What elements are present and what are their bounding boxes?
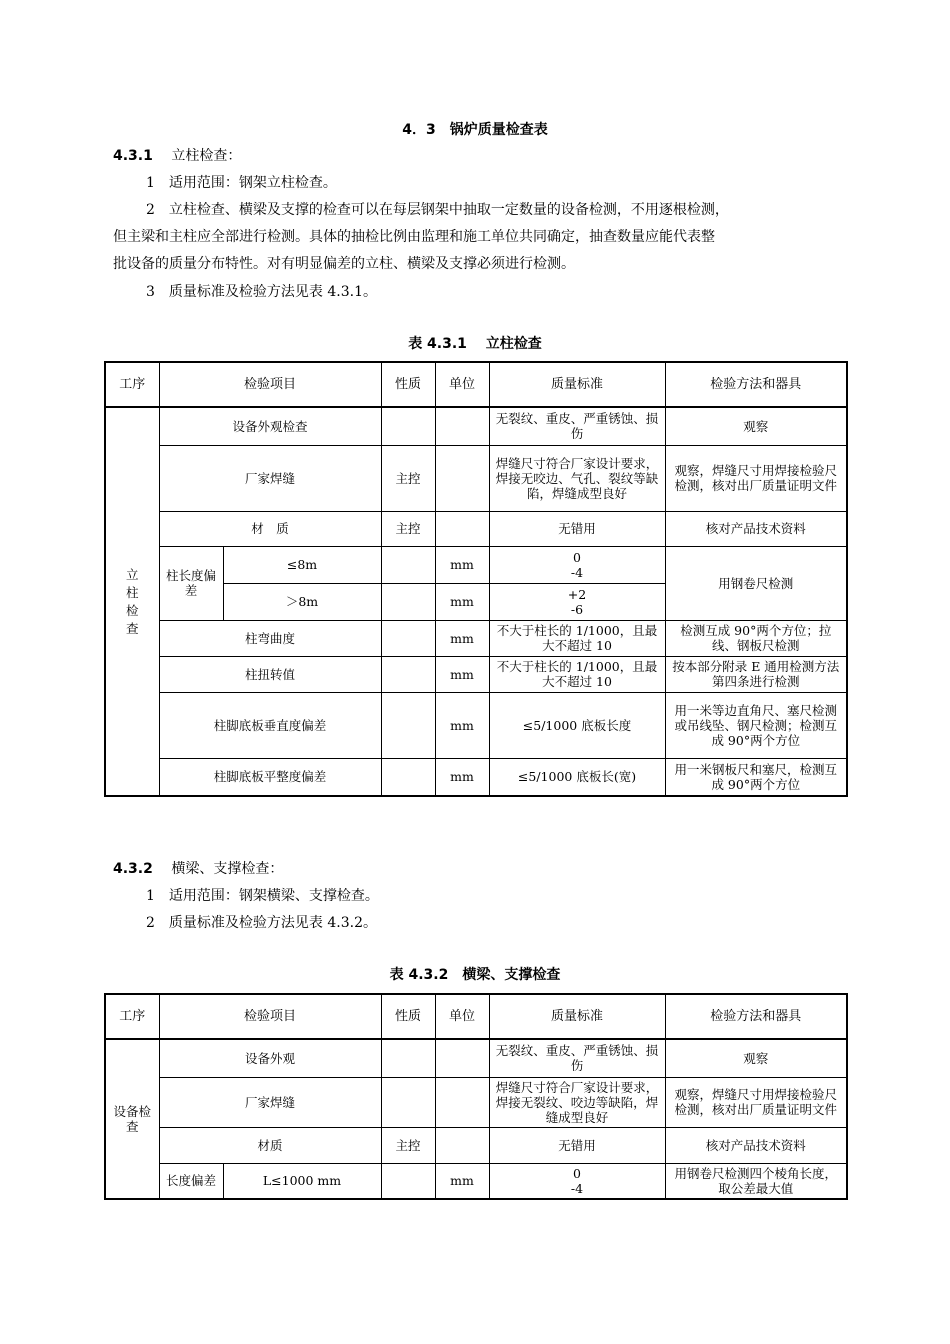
header-cell: 质量标准: [489, 994, 665, 1039]
unit-cell: [435, 407, 489, 445]
unit-cell: mm: [435, 546, 489, 583]
method-cell: 按本部分附录 E 通用检测方法第四条进行检测: [665, 656, 847, 692]
unit-cell: mm: [435, 620, 489, 656]
standard-cell: 无错用: [489, 511, 665, 546]
item-cell: 厂家焊缝: [159, 445, 381, 511]
unit-cell: [435, 511, 489, 546]
nature-cell: [381, 692, 435, 758]
table-row: [105, 511, 847, 546]
method-cell: 观察，焊缝尺寸用焊接检验尺检测，核对出厂质量证明文件: [665, 445, 847, 511]
nature-cell: [381, 758, 435, 796]
unit-cell: [435, 1127, 489, 1163]
item-cell: 设备外观: [159, 1039, 381, 1077]
standard-cell: ≤5/1000 底板长度: [489, 692, 665, 758]
nature-cell: [381, 407, 435, 445]
nature-cell: [381, 583, 435, 620]
clause-431-item3: 3 质量标准及检验方法见表 4.3.1。: [146, 284, 377, 300]
method-cell: 用一米钢板尺和塞尺，检测互成 90°两个方位: [665, 758, 847, 796]
standard-cell: 0 -4: [489, 1163, 665, 1199]
nature-cell: [381, 620, 435, 656]
header-cell: 性质: [381, 994, 435, 1039]
item-cell: 设备外观检查: [159, 407, 381, 445]
standard-cell: 无错用: [489, 1127, 665, 1163]
unit-cell: mm: [435, 758, 489, 796]
clause-432-item2: 2 质量标准及检验方法见表 4.3.2。: [146, 915, 377, 931]
section-title: 4．3 锅炉质量检查表: [402, 122, 548, 138]
item-cell: L≤1000 mm: [223, 1163, 381, 1199]
nature-cell: [381, 1163, 435, 1199]
nature-cell: 主控: [381, 511, 435, 546]
table-row: [105, 656, 847, 692]
nature-cell: [381, 1077, 435, 1127]
table-header-row: [105, 994, 847, 1039]
method-cell: 检测互成 90°两个方位；拉线、钢板尺检测: [665, 620, 847, 656]
table-column-inspection: [104, 361, 848, 797]
nature-cell: [381, 1039, 435, 1077]
item-cell: 材质: [159, 1127, 381, 1163]
item-cell: ≤8m: [223, 546, 381, 583]
standard-cell: 0 -4: [489, 546, 665, 583]
item-cell: 厂家焊缝: [159, 1077, 381, 1127]
nature-cell: [381, 656, 435, 692]
table-row: [105, 692, 847, 758]
standard-cell: 不大于柱长的 1/1000，且最大不超过 10: [489, 656, 665, 692]
length-group-cell: 柱长度偏差: [159, 546, 223, 620]
table-row: [105, 546, 847, 583]
clause-432-heading: [113, 859, 283, 879]
header-cell: 工序: [105, 362, 159, 407]
table-row: [105, 445, 847, 511]
item-cell: 柱扭转值: [159, 656, 381, 692]
item-cell: ＞8m: [223, 583, 381, 620]
length-group-cell: 长度偏差: [159, 1163, 223, 1199]
table-row: [105, 620, 847, 656]
nature-cell: [381, 546, 435, 583]
header-cell: 单位: [435, 362, 489, 407]
clause-number: 4.3.1: [113, 148, 153, 164]
standard-cell: 焊缝尺寸符合厂家设计要求，焊接无裂纹、咬边等缺陷，焊缝成型良好: [489, 1077, 665, 1127]
clause-431-item1: 1 适用范围：钢架立柱检查。: [146, 175, 337, 191]
item-cell: 柱脚底板垂直度偏差: [159, 692, 381, 758]
nature-cell: 主控: [381, 445, 435, 511]
method-cell: 用钢卷尺检测: [665, 546, 847, 620]
clause-heading: 立柱检查：: [171, 148, 242, 164]
unit-cell: [435, 1077, 489, 1127]
header-cell: 质量标准: [489, 362, 665, 407]
item-cell: 材 质: [159, 511, 381, 546]
method-cell: 核对产品技术资料: [665, 511, 847, 546]
table-row: [105, 407, 847, 445]
unit-cell: mm: [435, 656, 489, 692]
process-cell: 设备检查: [105, 1039, 159, 1199]
nature-cell: 主控: [381, 1127, 435, 1163]
table-header-row: [105, 362, 847, 407]
unit-cell: [435, 1039, 489, 1077]
header-cell: 检验项目: [159, 994, 381, 1039]
process-cell: 立柱检查: [105, 407, 159, 796]
standard-cell: 无裂纹、重皮、严重锈蚀、损伤: [489, 407, 665, 445]
unit-cell: mm: [435, 1163, 489, 1199]
header-cell: 检验项目: [159, 362, 381, 407]
header-cell: 工序: [105, 994, 159, 1039]
header-cell: 检验方法和器具: [665, 994, 847, 1039]
header-cell: 检验方法和器具: [665, 362, 847, 407]
header-cell: 单位: [435, 994, 489, 1039]
table-row: [105, 1039, 847, 1077]
method-cell: 用一米等边直角尺、塞尺检测或吊线坠、钢尺检测；检测互成 90°两个方位: [665, 692, 847, 758]
method-cell: 观察: [665, 1039, 847, 1077]
standard-cell: ≤5/1000 底板长(宽): [489, 758, 665, 796]
unit-cell: [435, 445, 489, 511]
table2-caption: 表 4.3.2 横梁、支撑检查: [389, 967, 561, 983]
clause-431-item2-line1: 2 立柱检查、横梁及支撑的检查可以在每层钢架中抽取一定数量的设备检测，不用逐根检测，: [146, 202, 729, 218]
unit-cell: mm: [435, 692, 489, 758]
standard-cell: 焊缝尺寸符合厂家设计要求，焊接无咬边、气孔、裂纹等缺陷，焊缝成型良好: [489, 445, 665, 511]
table1-caption: 表 4.3.1 立柱检查: [408, 336, 542, 352]
table-row: [105, 758, 847, 796]
clause-number: 4.3.2: [113, 861, 153, 877]
item-cell: 柱弯曲度: [159, 620, 381, 656]
table-row: [105, 1127, 847, 1163]
table-beam-inspection: [104, 993, 848, 1200]
clause-431-item2-line2: 但主梁和主柱应全部进行检测。具体的抽检比例由监理和施工单位共同确定，抽查数量应能代表整: [113, 229, 715, 245]
standard-cell: 无裂纹、重皮、严重锈蚀、损伤: [489, 1039, 665, 1077]
header-cell: 性质: [381, 362, 435, 407]
clause-431-heading: [113, 146, 241, 166]
clause-431-item2-line3: 批设备的质量分布特性。对有明显偏差的立柱、横梁及支撑必须进行检测。: [113, 256, 575, 272]
method-cell: 核对产品技术资料: [665, 1127, 847, 1163]
standard-cell: +2 -6: [489, 583, 665, 620]
method-cell: 观察，焊缝尺寸用焊接检验尺检测，核对出厂质量证明文件: [665, 1077, 847, 1127]
table-row: [105, 1163, 847, 1199]
clause-432-item1: 1 适用范围：钢架横梁、支撑检查。: [146, 888, 379, 904]
table-row: [105, 1077, 847, 1127]
clause-heading: 横梁、支撑检查：: [171, 861, 284, 877]
standard-cell: 不大于柱长的 1/1000，且最大不超过 10: [489, 620, 665, 656]
unit-cell: mm: [435, 583, 489, 620]
item-cell: 柱脚底板平整度偏差: [159, 758, 381, 796]
method-cell: 用钢卷尺检测四个棱角长度，取公差最大值: [665, 1163, 847, 1199]
method-cell: 观察: [665, 407, 847, 445]
